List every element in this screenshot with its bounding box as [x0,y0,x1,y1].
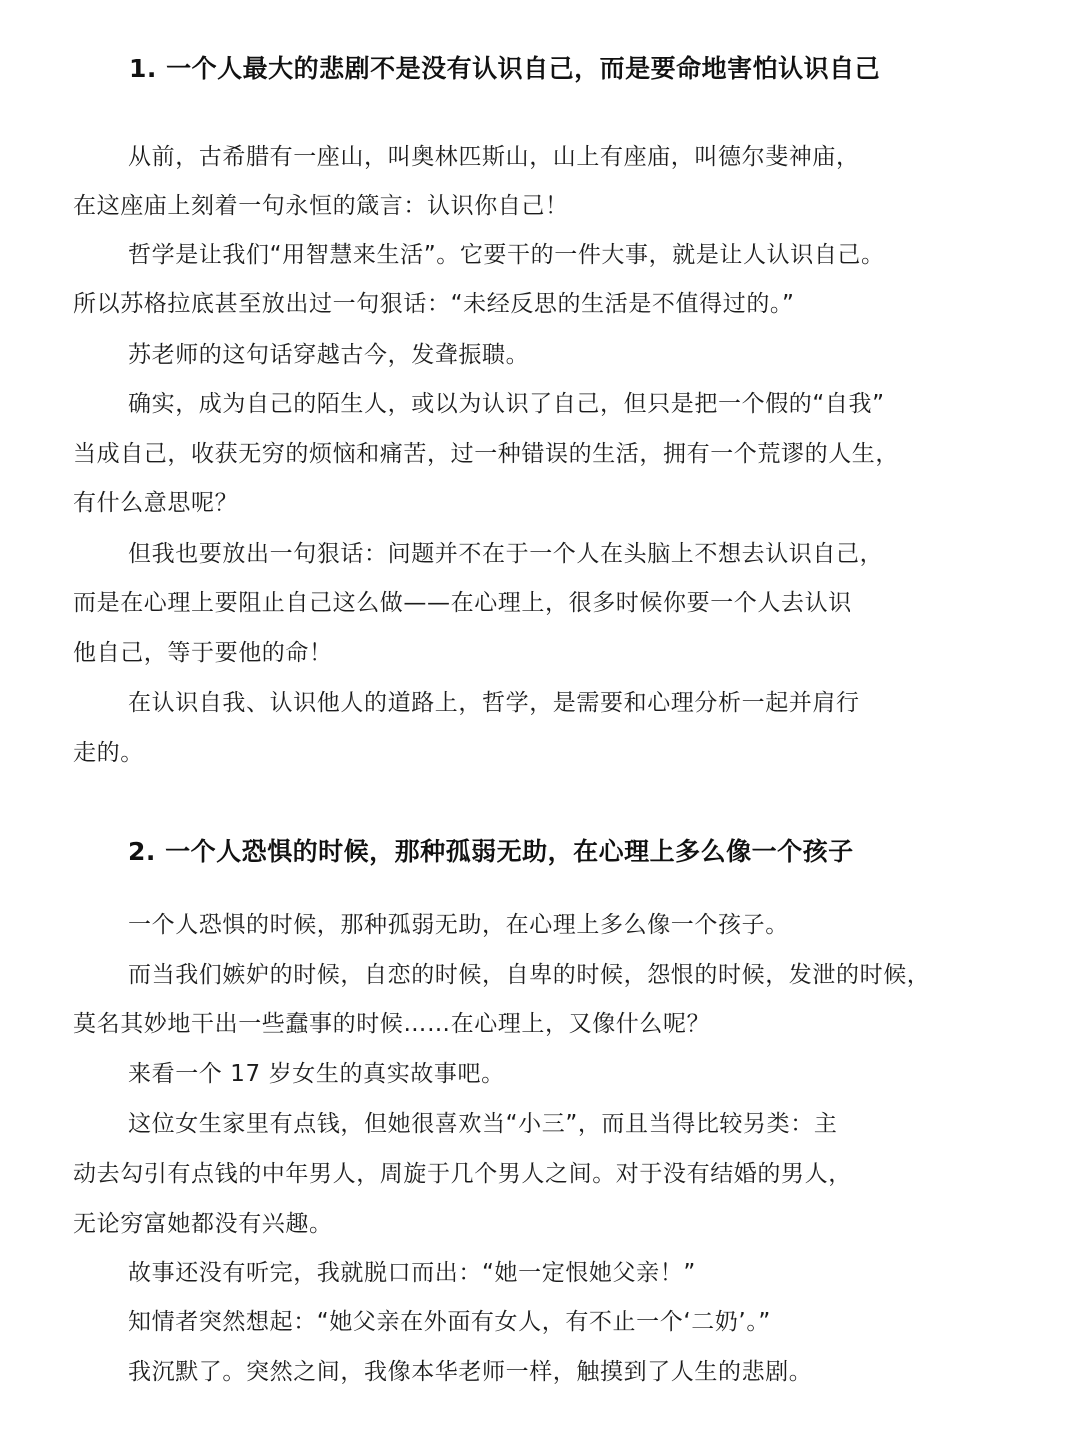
section-2-heading: 2. 一个人恐惧的时候，那种孤弱无助，在心理上多么像一个孩子 [128,837,854,866]
section-2-line: 动去勾引有点钱的中年男人，周旋于几个男人之间。对于没有结婚的男人， [73,1161,852,1187]
section-1-line: 所以苏格拉底甚至放出过一句狠话：“未经反思的生活是不值得过的。” [73,291,795,317]
section-2-line: 莫名其妙地干出一些蠢事的时候……在心理上，又像什么呢？ [73,1011,711,1037]
section-2-line: 这位女生家里有点钱，但她很喜欢当“小三”，而且当得比较另类：主 [128,1111,838,1137]
section-2-line: 故事还没有听完，我就脱口而出：“她一定恨她父亲！” [128,1260,696,1286]
section-2-line: 知情者突然想起：“她父亲在外面有女人，有不止一个‘二奶’。” [128,1309,771,1335]
section-1-line: 确实，成为自己的陌生人，或以为认识了自己，但只是把一个假的“自我” [128,391,885,417]
section-1-heading: 1. 一个人最大的悲剧不是没有认识自己，而是要命地害怕认识自己 [129,54,881,83]
section-1-line: 哲学是让我们“用智慧来生活”。它要干的一件大事，就是让人认识自己。 [128,242,885,268]
section-1-line: 但我也要放出一句狠话：问题并不在于一个人在头脑上不想去认识自己， [128,541,884,567]
section-1-line: 从前，古希腊有一座山，叫奥林匹斯山，山上有座庙，叫德尔斐神庙， [128,144,860,170]
section-1-line: 而是在心理上要阻止自己这么做——在心理上，很多时候你要一个人去认识 [73,590,852,616]
section-1-line: 当成自己，收获无穷的烦恼和痛苦，过一种错误的生活，拥有一个荒谬的人生， [73,441,899,467]
section-2-line: 而当我们嫉妒的时候，自恋的时候，自卑的时候，怨恨的时候，发泄的时候， [128,962,931,988]
section-1-line: 在认识自我、认识他人的道路上，哲学，是需要和心理分析一起并肩行 [128,690,860,716]
section-1-line: 苏老师的这句话穿越古今，发聋振聩。 [128,342,530,368]
section-1-line: 有什么意思呢？ [73,490,239,516]
section-2-line: 来看一个 17 岁女生的真实故事吧。 [128,1061,505,1087]
section-1-line: 走的。 [73,740,144,766]
section-2-line: 一个人恐惧的时候，那种孤弱无助，在心理上多么像一个孩子。 [128,912,789,938]
section-1-line: 他自己，等于要他的命！ [73,640,333,666]
section-2-line: 无论穷富她都没有兴趣。 [73,1211,333,1237]
section-1-line: 在这座庙上刻着一句永恒的箴言：认识你自己！ [73,193,569,219]
section-2-line: 我沉默了。突然之间，我像本华老师一样，触摸到了人生的悲剧。 [128,1359,813,1385]
